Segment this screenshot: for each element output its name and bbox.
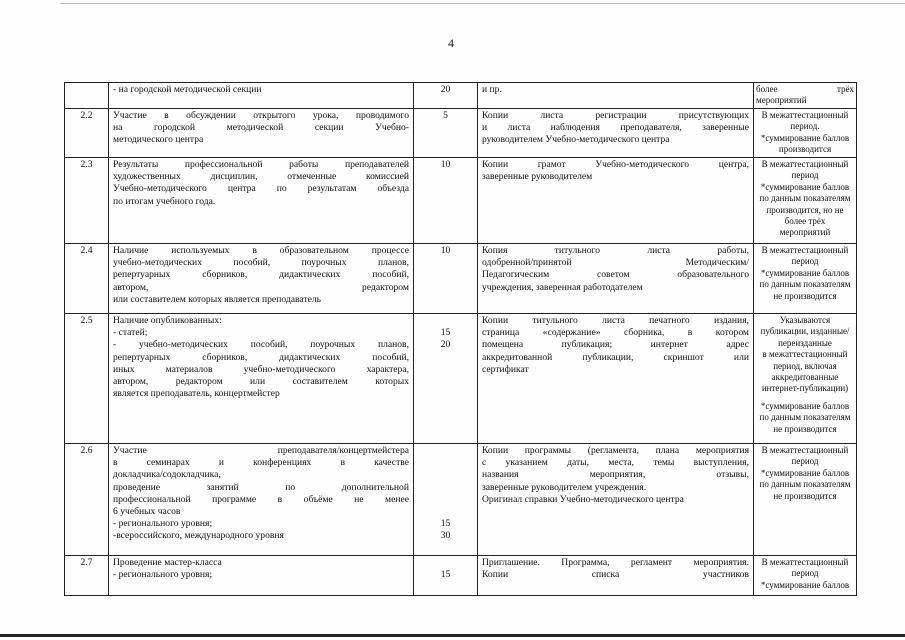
row-points: 15 30: [414, 444, 478, 556]
row-documents: Копии листа регистрации присутствующих и листа наблюдения преподавателя, заверенные руководителем Учебно-методического центра: [478, 109, 754, 158]
row-description: - на городской методической секции: [109, 83, 414, 109]
row-number: 2.4: [65, 244, 109, 314]
table-row: [65, 556, 857, 596]
row-number: 2.7: [65, 556, 109, 596]
row-points: 20: [414, 83, 478, 109]
row-note: В межаттестационный период *суммирование баллов по данным показателям не производится: [754, 244, 857, 314]
row-documents: Копия титульного листа работы, одобренной/принятой Методическим/ Педагогическим советом образовательного учреждения, заверенная работодателем: [478, 244, 754, 314]
row-note: В межаттестационный период *суммирование баллов по данным показателям не производится: [754, 444, 857, 556]
row-points: 15: [414, 556, 478, 596]
row-documents: Копии титульного листа печатного издания, страница «содержание» сборника, в котором помещена публикация; интернет адрес аккредитованной публикации, скриншот или сертификат: [478, 314, 754, 444]
row-points: 10: [414, 158, 478, 244]
row-documents: Копии программы (регламента, плана мероприятия с указанием даты, места, темы выступления, названия мероприятия, отзывы, заверенные руководителем учреждения. Оригинал справки Учебно-методического центра: [478, 444, 754, 556]
row-description: Проведение мастер-класса - регионального уровня;: [109, 556, 414, 596]
row-documents: Приглашение. Программа, регламент мероприятия. Копии списка участников: [478, 556, 754, 596]
row-number: 2.5: [65, 314, 109, 444]
top-scan-edge: [60, 3, 905, 4]
page-number: 4: [448, 36, 454, 50]
row-description: Наличие опубликованных: - статей; - учебно-методических пособий, поурочных планов, репертуарных сборников, дидактических пособий, иных материалов учебно-методического характера, автором, редактором или составителем которых является преподаватель, концертмейстер: [109, 314, 414, 444]
row-description: Наличие используемых в образовательном процессе учебно-методических пособий, поурочных планов, репертуарных сборников, дидактических пособий, автором, редактором или составителем которых является преподаватель: [109, 244, 414, 314]
table-row: [65, 444, 857, 556]
row-number: 2.2: [65, 109, 109, 158]
row-note: В межаттестационный период *суммирование баллов по данным показателям производится, но не более трёх мероприятий: [754, 158, 857, 244]
row-documents: Копии грамот Учебно-методического центра, заверенные руководителем: [478, 158, 754, 244]
row-points: 10: [414, 244, 478, 314]
row-note: более трёх мероприятий: [754, 83, 857, 109]
row-points: 5: [414, 109, 478, 158]
row-points: 15 20: [414, 314, 478, 444]
table-row: [65, 158, 857, 244]
row-note: В межаттестационный период *суммирование баллов: [754, 556, 857, 596]
row-number: 2.3: [65, 158, 109, 244]
bottom-scan-edge: [0, 634, 905, 637]
row-number: 2.6: [65, 444, 109, 556]
criteria-table: [64, 82, 857, 596]
row-description: Результаты профессиональной работы преподавателей художественных дисциплин, отмеченные комиссией Учебно-методического центра по результатам объезда по итогам учебного года.: [109, 158, 414, 244]
table-row: [65, 83, 857, 109]
row-documents: и пр.: [478, 83, 754, 109]
table-row: [65, 314, 857, 444]
row-description: Участие преподавателя/концертмейстера в семинарах и конференциях в качестве докладчика/содокладчика, проведение занятий по дополнительной профессиональной программе в объёме не менее 6 учебных часов - регионального уровня; -всероссийского, международного уровня: [109, 444, 414, 556]
row-number: [65, 83, 109, 109]
row-description: Участие в обсуждении открытого урока, проводимого на городской методической секции Учебно- методического центра: [109, 109, 414, 158]
row-note: Указываются публикации, изданные/ переизданные в межаттестационный период, включая аккредитованные интернет-публикации) *суммирование баллов по данным показателям не производится: [754, 314, 857, 444]
table-row: [65, 109, 857, 158]
table-row: [65, 244, 857, 314]
row-note: В межаттестационный период. *суммирование баллов производится: [754, 109, 857, 158]
